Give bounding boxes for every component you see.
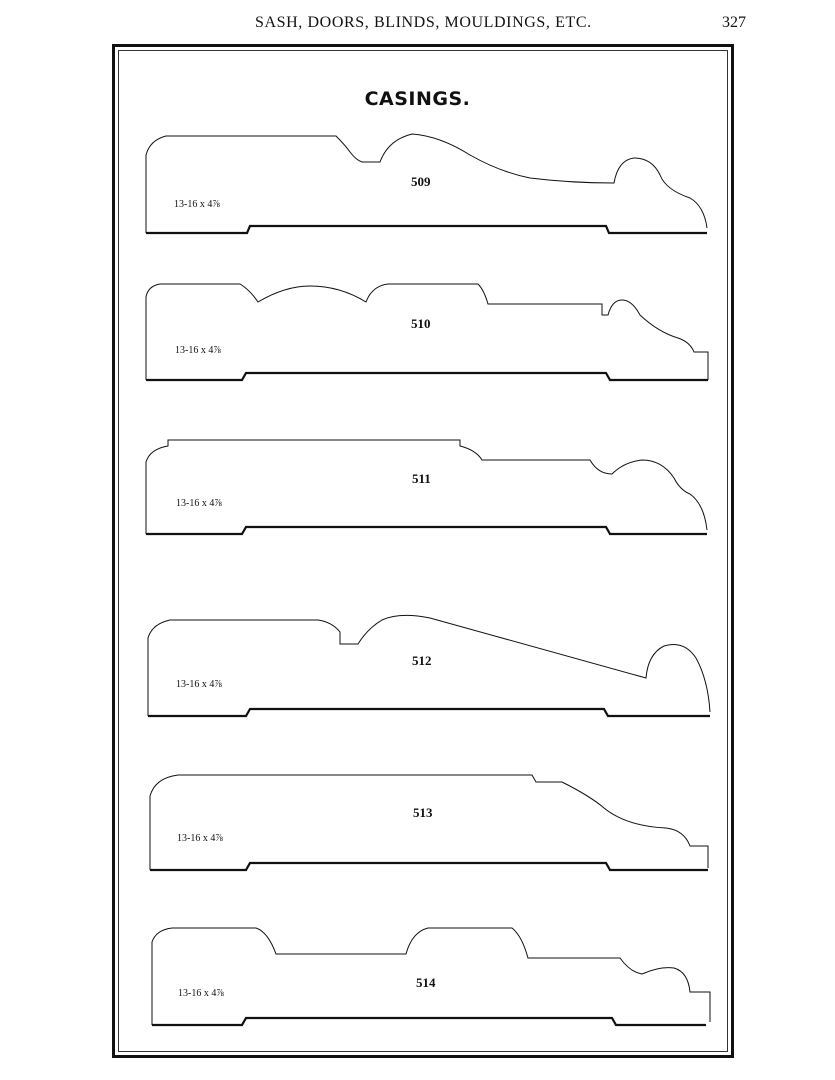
profile-number-509: 509 bbox=[411, 174, 431, 189]
casing-profile-511 bbox=[146, 440, 707, 534]
profile-size-510: 13-16 x 4⅞ bbox=[175, 345, 221, 356]
profile-number-512: 512 bbox=[412, 653, 432, 668]
profile-size-512: 13-16 x 4⅞ bbox=[176, 679, 222, 690]
profile-size-514: 13-16 x 4⅞ bbox=[178, 988, 224, 999]
profile-number-513: 513 bbox=[413, 805, 433, 820]
profile-number-514: 514 bbox=[416, 975, 436, 990]
plate-title: CASINGS. bbox=[364, 88, 471, 110]
casing-profile-513 bbox=[150, 775, 708, 870]
profile-number-510: 510 bbox=[411, 316, 431, 331]
profile-size-511: 13-16 x 4⅞ bbox=[176, 498, 222, 509]
profile-number-511: 511 bbox=[412, 471, 431, 486]
page-number: 327 bbox=[722, 14, 746, 31]
profile-size-509: 13-16 x 4⅞ bbox=[174, 199, 220, 210]
profile-size-513: 13-16 x 4⅞ bbox=[177, 833, 223, 844]
running-title: SASH, DOORS, BLINDS, MOULDINGS, ETC. bbox=[255, 14, 592, 31]
casing-profile-510 bbox=[146, 284, 708, 380]
